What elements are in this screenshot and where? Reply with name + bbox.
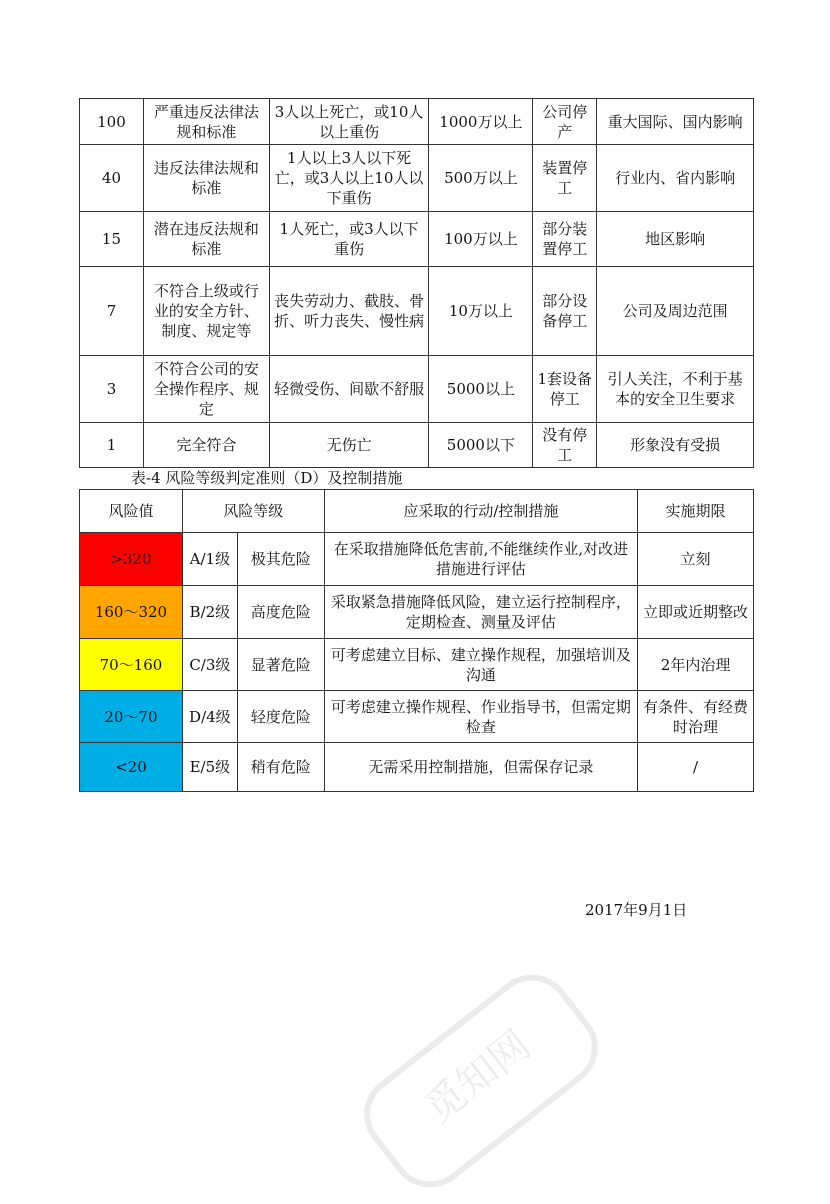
risk-value-cell: >320: [80, 533, 183, 586]
legal-cell: 不符合上级或行业的安全方针、制度、规定等: [143, 267, 269, 356]
score-cell: 3: [80, 356, 144, 423]
score-cell: 40: [80, 145, 144, 212]
grade-cell: B/2级: [182, 586, 237, 639]
casualty-cell: 1人死亡，或3人以下重伤: [269, 212, 429, 267]
consequence-table: [79, 98, 754, 468]
table-row: [80, 267, 754, 356]
legal-cell: 完全符合: [143, 423, 269, 468]
impact-cell: 行业内、省内影响: [597, 145, 754, 212]
risk-value-cell: 20～70: [80, 691, 183, 743]
impact-cell: 公司及周边范围: [597, 267, 754, 356]
score-cell: 7: [80, 267, 144, 356]
header-action: 应采取的行动/控制措施: [324, 490, 637, 533]
casualty-cell: 1人以上3人以下死亡，或3人以上10人以下重伤: [269, 145, 429, 212]
watermark-stamp: 觅知网: [348, 958, 614, 1203]
risk-value-cell: <20: [80, 743, 183, 792]
level-cell: 高度危险: [237, 586, 324, 639]
table-row: [80, 99, 754, 145]
level-cell: 显著危险: [237, 639, 324, 691]
casualty-cell: 3人以上死亡，或10人以上重伤: [269, 99, 429, 145]
casualty-cell: 丧失劳动力、截肢、骨折、听力丧失、慢性病: [269, 267, 429, 356]
casualty-cell: 无伤亡: [269, 423, 429, 468]
period-cell: 2年内治理: [638, 639, 754, 691]
table-row: [80, 691, 754, 743]
loss-cell: 1000万以上: [429, 99, 533, 145]
table-row: [80, 423, 754, 468]
loss-cell: 5000以下: [429, 423, 533, 468]
table-row: [80, 639, 754, 691]
table-row: [80, 145, 754, 212]
score-cell: 15: [80, 212, 144, 267]
casualty-cell: 轻微受伤、间歇不舒服: [269, 356, 429, 423]
loss-cell: 500万以上: [429, 145, 533, 212]
stop-cell: 装置停工: [533, 145, 597, 212]
table-row: [80, 586, 754, 639]
legal-cell: 严重违反法律法规和标准: [143, 99, 269, 145]
table-caption: 表-4 风险等级判定准则（D）及控制措施: [131, 469, 403, 487]
loss-cell: 100万以上: [429, 212, 533, 267]
header-row: [80, 490, 754, 533]
action-cell: 可考虑建立目标、建立操作规程，加强培训及沟通: [324, 639, 637, 691]
legal-cell: 潜在违反法规和标准: [143, 212, 269, 267]
grade-cell: D/4级: [182, 691, 237, 743]
header-risk-value: 风险值: [80, 490, 183, 533]
table-row: [80, 212, 754, 267]
period-cell: /: [638, 743, 754, 792]
stop-cell: 1套设备停工: [533, 356, 597, 423]
risk-level-table: [79, 489, 754, 792]
grade-cell: A/1级: [182, 533, 237, 586]
document-date: 2017年9月1日: [585, 901, 688, 919]
stop-cell: 部分设备停工: [533, 267, 597, 356]
impact-cell: 地区影响: [597, 212, 754, 267]
action-cell: 无需采用控制措施，但需保存记录: [324, 743, 637, 792]
period-cell: 有条件、有经费时治理: [638, 691, 754, 743]
risk-value-cell: 70～160: [80, 639, 183, 691]
loss-cell: 10万以上: [429, 267, 533, 356]
impact-cell: 形象没有受损: [597, 423, 754, 468]
table-row: [80, 743, 754, 792]
grade-cell: C/3级: [182, 639, 237, 691]
header-risk-level: 风险等级: [182, 490, 324, 533]
grade-cell: E/5级: [182, 743, 237, 792]
stop-cell: 部分装置停工: [533, 212, 597, 267]
legal-cell: 违反法律法规和标准: [143, 145, 269, 212]
period-cell: 立刻: [638, 533, 754, 586]
action-cell: 可考虑建立操作规程、作业指导书，但需定期检查: [324, 691, 637, 743]
action-cell: 采取紧急措施降低风险，建立运行控制程序，定期检查、测量及评估: [324, 586, 637, 639]
table-row: [80, 356, 754, 423]
level-cell: 稍有危险: [237, 743, 324, 792]
impact-cell: 引人关注，不利于基本的安全卫生要求: [597, 356, 754, 423]
score-cell: 100: [80, 99, 144, 145]
legal-cell: 不符合公司的安全操作程序、规定: [143, 356, 269, 423]
score-cell: 1: [80, 423, 144, 468]
loss-cell: 5000以上: [429, 356, 533, 423]
table-row: [80, 533, 754, 586]
header-period: 实施期限: [638, 490, 754, 533]
level-cell: 极其危险: [237, 533, 324, 586]
risk-value-cell: 160～320: [80, 586, 183, 639]
level-cell: 轻度危险: [237, 691, 324, 743]
stop-cell: 没有停工: [533, 423, 597, 468]
action-cell: 在采取措施降低危害前,不能继续作业,对改进措施进行评估: [324, 533, 637, 586]
stop-cell: 公司停产: [533, 99, 597, 145]
period-cell: 立即或近期整改: [638, 586, 754, 639]
impact-cell: 重大国际、国内影响: [597, 99, 754, 145]
